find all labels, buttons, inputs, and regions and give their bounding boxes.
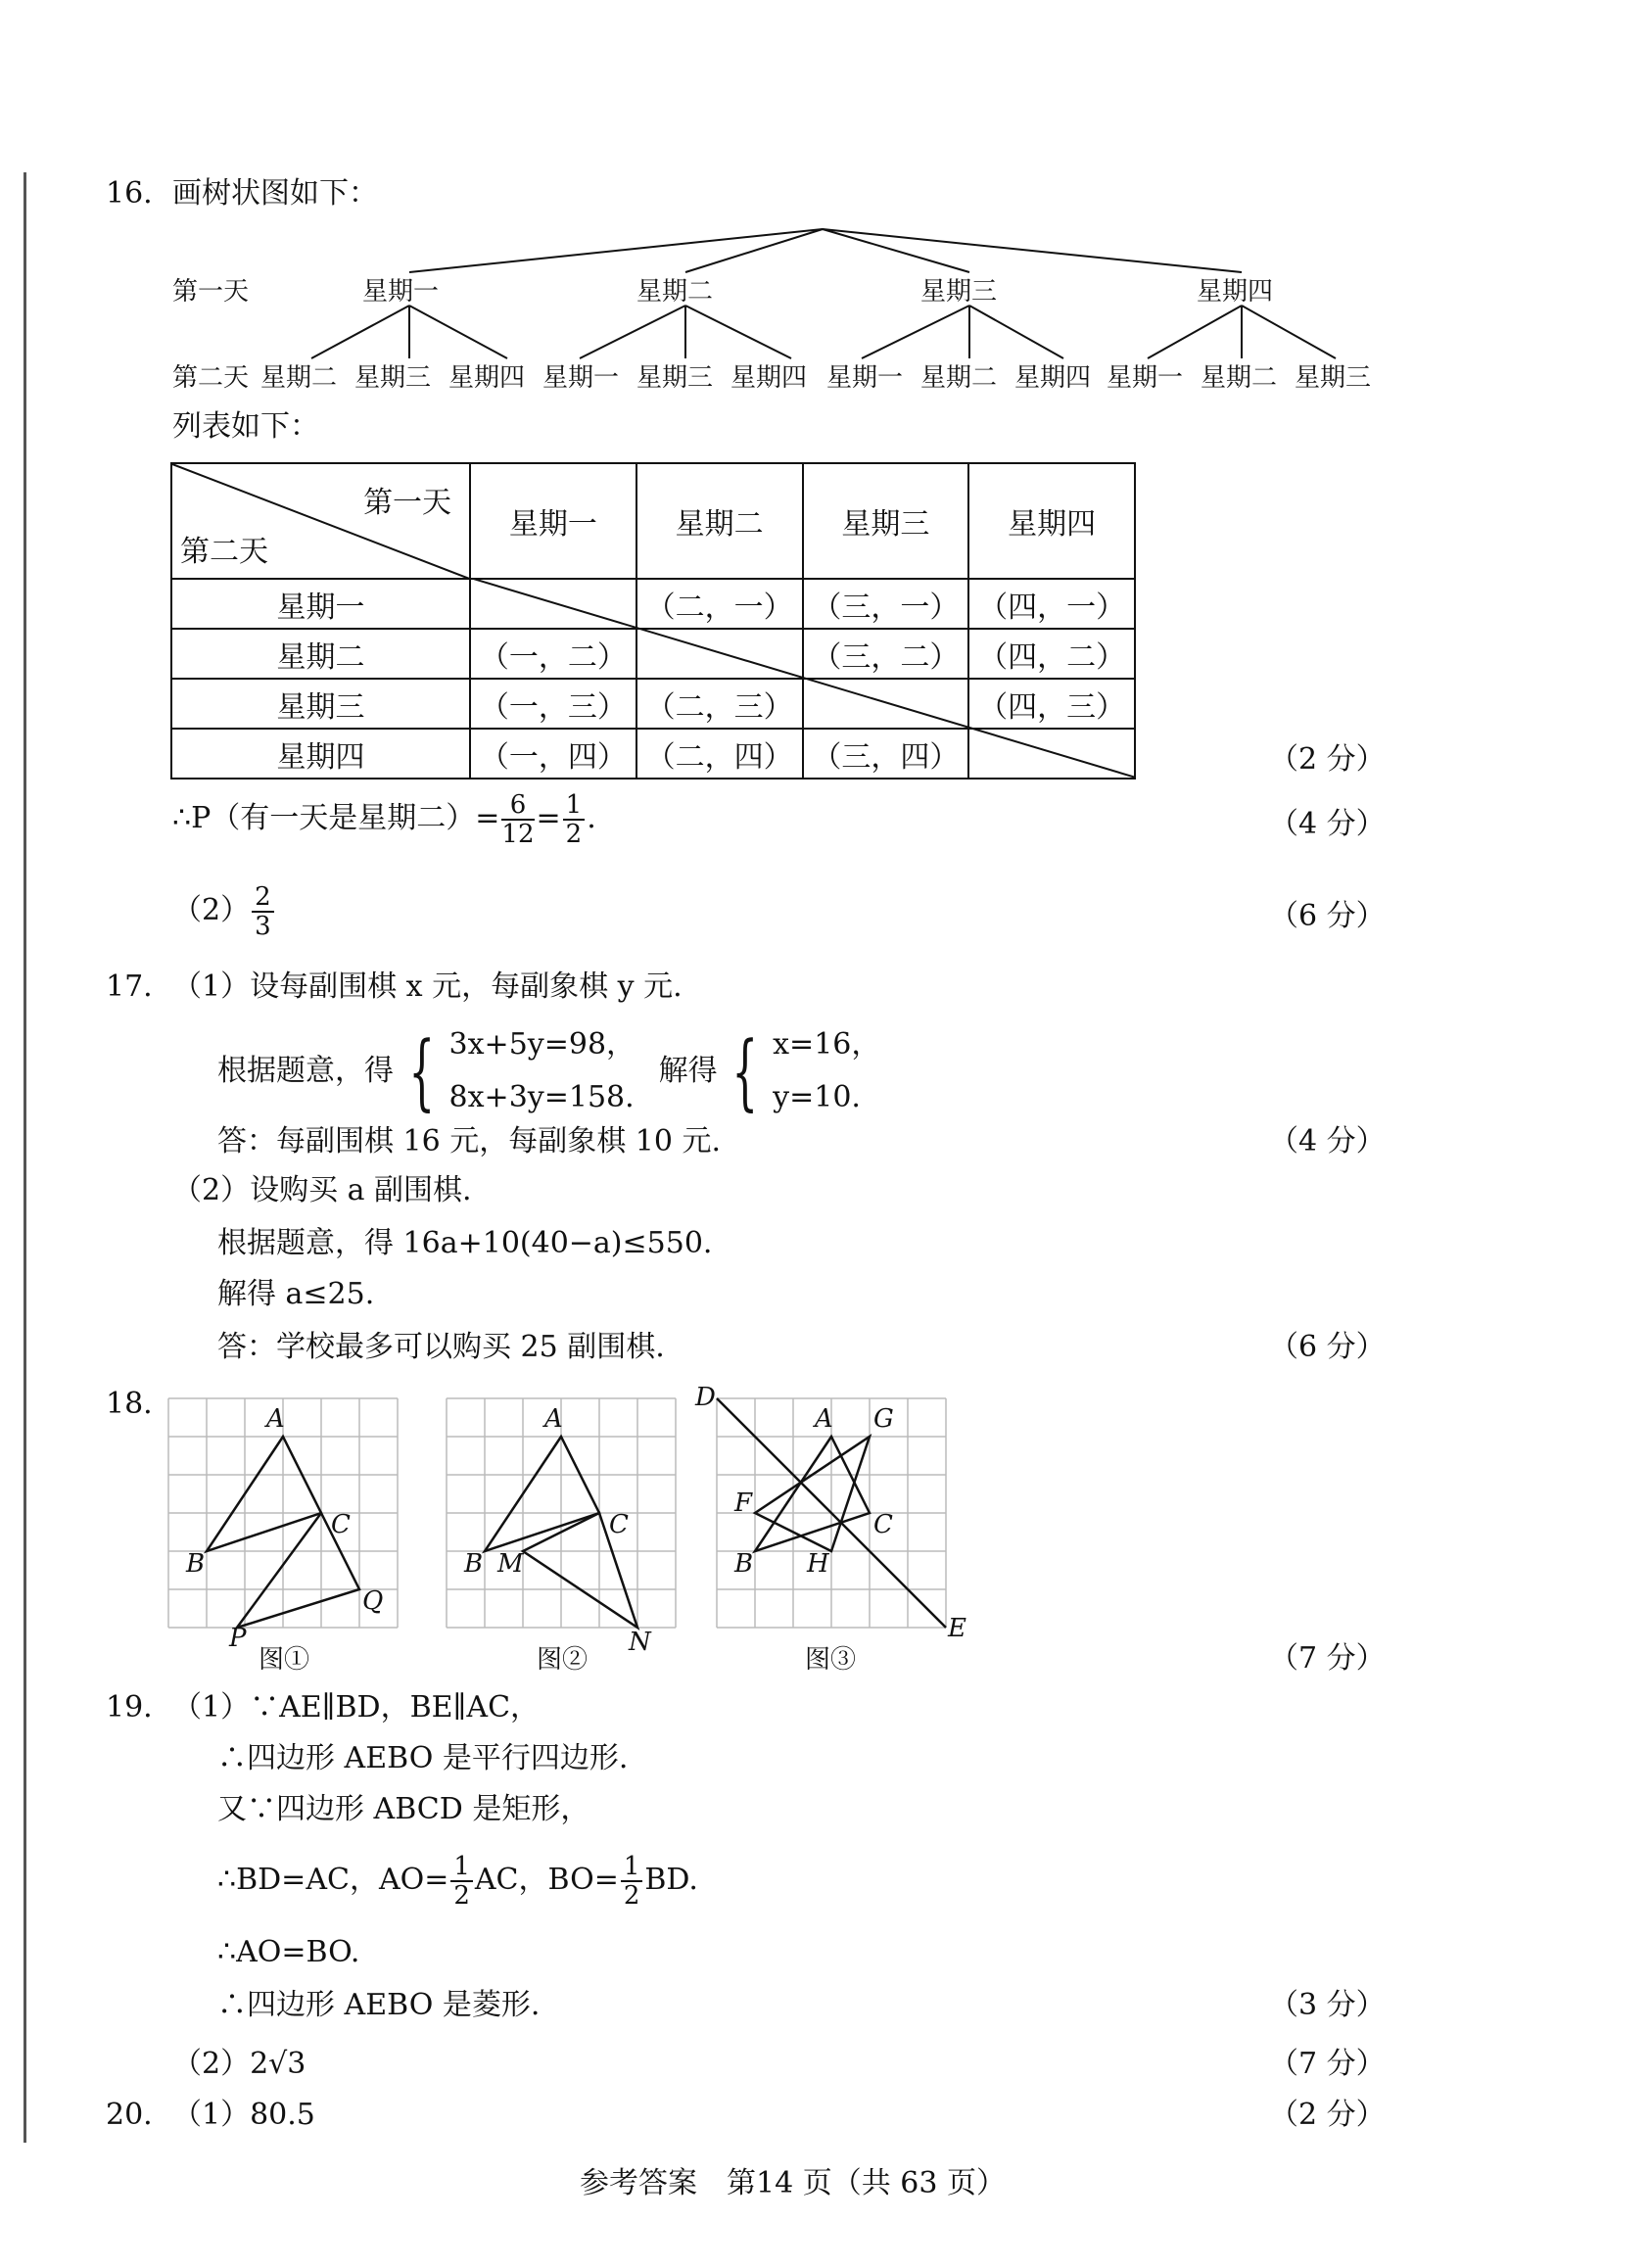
tree-label-day1: 第一天 <box>172 277 250 307</box>
margin-rule <box>24 172 26 2143</box>
table-cell: （四，二） <box>968 629 1135 679</box>
table-cell: （三，二） <box>803 629 969 679</box>
q17-answer2: 答：学校最多可以购买 25 副围棋. <box>217 1330 665 1364</box>
q17-solve-prefix: 解得 <box>658 1054 718 1088</box>
table-cell: （三，四） <box>803 729 969 779</box>
table-cell: （三，一） <box>803 579 969 629</box>
fraction-den: 2 <box>623 1881 640 1911</box>
table-corner-top: 第一天 <box>363 486 452 520</box>
q17-answer1: 答：每副围棋 16 元，每副象棋 10 元. <box>217 1124 722 1158</box>
q17-part2-line2: 根据题意，得 16a+10(40−a)≤550. <box>217 1226 713 1260</box>
tree-label-day2: 第二天 <box>172 363 250 393</box>
q17-number: 17. <box>106 969 153 1004</box>
table-row-label: 星期三 <box>171 679 470 729</box>
q19-part2 <box>172 2047 306 2082</box>
fig3-label: E <box>948 1614 966 1643</box>
q19-score1: （3 分） <box>1269 1988 1386 2022</box>
q18-score: （7 分） <box>1269 1641 1386 1676</box>
q19-line1: （1）∵AE∥BD，BE∥AC， <box>172 1690 541 1725</box>
tree-level2-node: 星期四 <box>730 363 808 393</box>
q17-line2-prefix: 根据题意，得 <box>217 1054 394 1088</box>
table-cell: （二，一） <box>636 579 803 629</box>
q16-intro: 画树状图如下： <box>172 176 378 211</box>
q18-number: 18. <box>106 1387 153 1421</box>
tree-edge <box>823 229 969 272</box>
fig3-label: C <box>873 1510 893 1539</box>
q17-system <box>217 1018 880 1124</box>
q16-score-table: （2 分） <box>1269 742 1386 777</box>
tree-level2-node: 星期二 <box>1201 363 1278 393</box>
fig1-caption: 图① <box>259 1645 310 1675</box>
fraction <box>563 791 586 848</box>
fig1-label: B <box>186 1549 206 1579</box>
tree-level1-node: 星期三 <box>920 277 998 307</box>
tree-edge <box>311 306 409 358</box>
fraction-num: 1 <box>621 1853 643 1882</box>
fraction-num: 1 <box>563 791 586 821</box>
fig3-label: D <box>695 1383 716 1412</box>
q19-line3: 又∵四边形 ABCD 是矩形， <box>217 1792 590 1826</box>
tree-edge <box>969 306 1063 358</box>
table-col-header: 星期三 <box>803 463 969 579</box>
q17-score1: （4 分） <box>1269 1124 1386 1158</box>
q19-part2-label: （2） <box>172 2047 251 2081</box>
tree-level2-node: 星期三 <box>354 363 432 393</box>
q20-number: 20. <box>106 2098 153 2132</box>
q19-line5: ∴AO=BO. <box>217 1935 360 1969</box>
tree-level2-node: 星期三 <box>1295 363 1372 393</box>
q16-score-prob: （4 分） <box>1269 807 1386 841</box>
table-row-label: 星期二 <box>171 629 470 679</box>
q19-score2: （7 分） <box>1269 2047 1386 2081</box>
table-cell: （一，三） <box>470 679 636 729</box>
tree-level2-node: 星期一 <box>826 363 904 393</box>
fig3-label: G <box>873 1404 894 1434</box>
tree-level2-node: 星期二 <box>260 363 338 393</box>
tree-edge <box>409 229 823 272</box>
table-cell: （二，三） <box>636 679 803 729</box>
table-cell: （一，四） <box>470 729 636 779</box>
fig3-caption: 图③ <box>805 1645 857 1675</box>
fraction <box>501 791 534 848</box>
tree-edge <box>823 229 1242 272</box>
tree-level2-node: 星期二 <box>920 363 998 393</box>
solution: y=10. <box>773 1080 861 1114</box>
fig1-label: P <box>229 1624 247 1653</box>
q19-line4-b: AC，BO= <box>474 1863 619 1897</box>
fig2-label: A <box>544 1404 563 1434</box>
fig2-label: M <box>497 1549 524 1579</box>
triangle-abc <box>485 1437 599 1551</box>
fraction-den: 2 <box>565 820 583 849</box>
q16-probability <box>172 791 596 848</box>
fig2-caption: 图② <box>537 1645 589 1675</box>
tree-level2-node: 星期四 <box>1014 363 1092 393</box>
table-diagonal-line <box>470 578 1136 778</box>
q16-score-part2: （6 分） <box>1269 899 1386 933</box>
table-col-header: 星期二 <box>636 463 803 579</box>
fig1-label: A <box>266 1404 285 1434</box>
fig1-label: C <box>331 1510 351 1539</box>
table-cell: （四，三） <box>968 679 1135 729</box>
fig3-label: H <box>807 1549 829 1579</box>
q19-part2-value: 2√3 <box>250 2047 306 2081</box>
q19-number: 19. <box>106 1690 153 1725</box>
table-cell: （二，四） <box>636 729 803 779</box>
tree-level1-node: 星期一 <box>362 277 440 307</box>
table-cell: （四，一） <box>968 579 1135 629</box>
fig2-label: N <box>629 1628 651 1657</box>
tree-level1-node: 星期四 <box>1197 277 1274 307</box>
table-col-header: 星期一 <box>470 463 636 579</box>
q19-line4 <box>217 1853 698 1910</box>
brace-icon: { <box>731 1023 759 1119</box>
fig3-label: B <box>734 1549 754 1579</box>
tree-level2-node: 星期一 <box>542 363 620 393</box>
q16-part2 <box>172 883 276 940</box>
brace-icon: { <box>407 1023 435 1119</box>
fraction-num: 6 <box>501 791 534 821</box>
fraction-den: 3 <box>255 912 271 941</box>
fig2-label: C <box>609 1510 629 1539</box>
q17-score2: （6 分） <box>1269 1330 1386 1364</box>
equation: 8x+3y=158. <box>448 1080 635 1114</box>
q17-part2-line1: （2）设购买 a 副围棋. <box>172 1173 472 1207</box>
tree-edge <box>685 306 791 358</box>
equation: 3x+5y=98， <box>448 1027 636 1062</box>
q16-prob-end: . <box>587 801 596 835</box>
fraction-num: 1 <box>450 1853 473 1882</box>
table-row-label: 星期一 <box>171 579 470 629</box>
fig3-label: F <box>734 1488 753 1518</box>
solution: x=16， <box>773 1027 881 1062</box>
tree-edge <box>862 306 969 358</box>
solution-system <box>773 1018 880 1124</box>
fig1-label: Q <box>362 1586 384 1616</box>
q16-table-intro: 列表如下： <box>172 409 319 444</box>
tree-level2-node: 星期四 <box>448 363 526 393</box>
q19-line4-c: BD. <box>644 1863 698 1897</box>
table-col-header: 星期四 <box>968 463 1135 579</box>
fraction <box>450 1853 473 1910</box>
equation-system <box>449 1018 636 1124</box>
q20-line1: （1）80.5 <box>172 2098 315 2132</box>
fraction-den: 2 <box>453 1881 470 1911</box>
q17-line1: （1）设每副围棋 x 元，每副象棋 y 元. <box>172 969 683 1004</box>
tree-edge <box>580 306 685 358</box>
q16-prob-eq: = <box>536 801 561 835</box>
q16-prob-prefix: ∴P（有一天是星期二）= <box>172 801 500 835</box>
tree-edge <box>1148 306 1242 358</box>
q20-score: （2 分） <box>1269 2098 1386 2132</box>
q16-part2-label: （2） <box>172 893 251 927</box>
table-corner-bottom: 第二天 <box>180 535 268 569</box>
q17-part2-line3: 解得 a≤25. <box>217 1277 375 1311</box>
q19-line6: ∴四边形 AEBO 是菱形. <box>217 1988 541 2022</box>
table-cell: （一，二） <box>470 629 636 679</box>
triangle-abc <box>207 1437 321 1551</box>
q16-number: 16. <box>106 176 153 211</box>
q19-line4-a: ∴BD=AC，AO= <box>217 1863 449 1897</box>
q19-line2: ∴四边形 AEBO 是平行四边形. <box>217 1741 629 1775</box>
tree-edge <box>409 306 507 358</box>
tree-edge <box>1242 306 1336 358</box>
fraction <box>621 1853 643 1910</box>
tree-level2-node: 星期一 <box>1107 363 1184 393</box>
table-corner-cell <box>171 463 470 579</box>
fraction-num: 2 <box>252 883 274 913</box>
fraction <box>252 883 274 940</box>
page-footer: 参考答案 第14 页（共 63 页） <box>580 2166 1006 2200</box>
tree-level1-node: 星期二 <box>636 277 714 307</box>
tree-level2-node: 星期三 <box>636 363 714 393</box>
fig2-label: B <box>464 1549 484 1579</box>
fig3-label: A <box>815 1404 833 1434</box>
table-row-label: 星期四 <box>171 729 470 779</box>
fraction-den: 12 <box>501 820 535 849</box>
